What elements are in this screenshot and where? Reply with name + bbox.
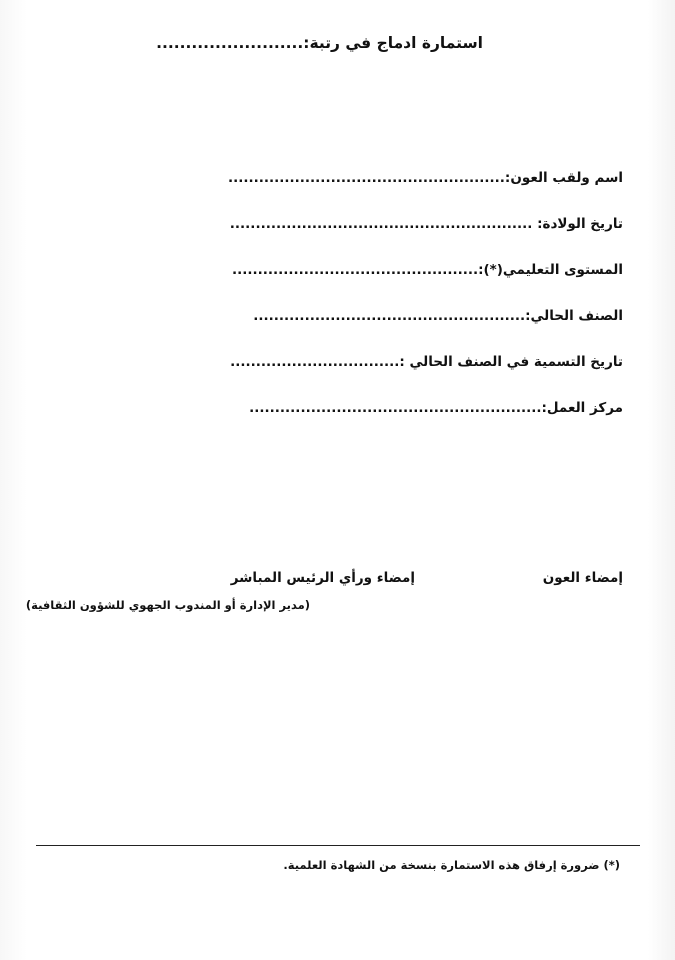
form-title: استمارة ادماج في رتبة:.........................	[156, 34, 483, 52]
field-appointment-date: تاريخ التسمية في الصنف الحالي :.................................	[230, 354, 623, 370]
field-work-center: مركز العمل:.........................................................	[249, 400, 623, 416]
footnote: (*) ضرورة إرفاق هذه الاستمارة بنسخة من الشهادة العلمية.	[283, 858, 620, 872]
footnote-divider	[36, 845, 640, 846]
supervisor-signature-note: (مدير الإدارة أو المندوب الجهوي للشؤون الثقافية)	[25, 598, 310, 612]
field-birth-date: تاريخ الولادة: ...........................................................	[229, 216, 623, 232]
field-employee-name: اسم ولقب العون:......................................................	[228, 170, 623, 186]
field-education-level: المستوى التعليمي(*):................................................	[231, 262, 623, 278]
supervisor-signature-label: إمضاء ورأي الرئيس المباشر	[230, 570, 415, 586]
employee-signature-label: إمضاء العون	[542, 570, 623, 586]
field-current-grade: الصنف الحالي:.....................................................	[253, 308, 623, 324]
